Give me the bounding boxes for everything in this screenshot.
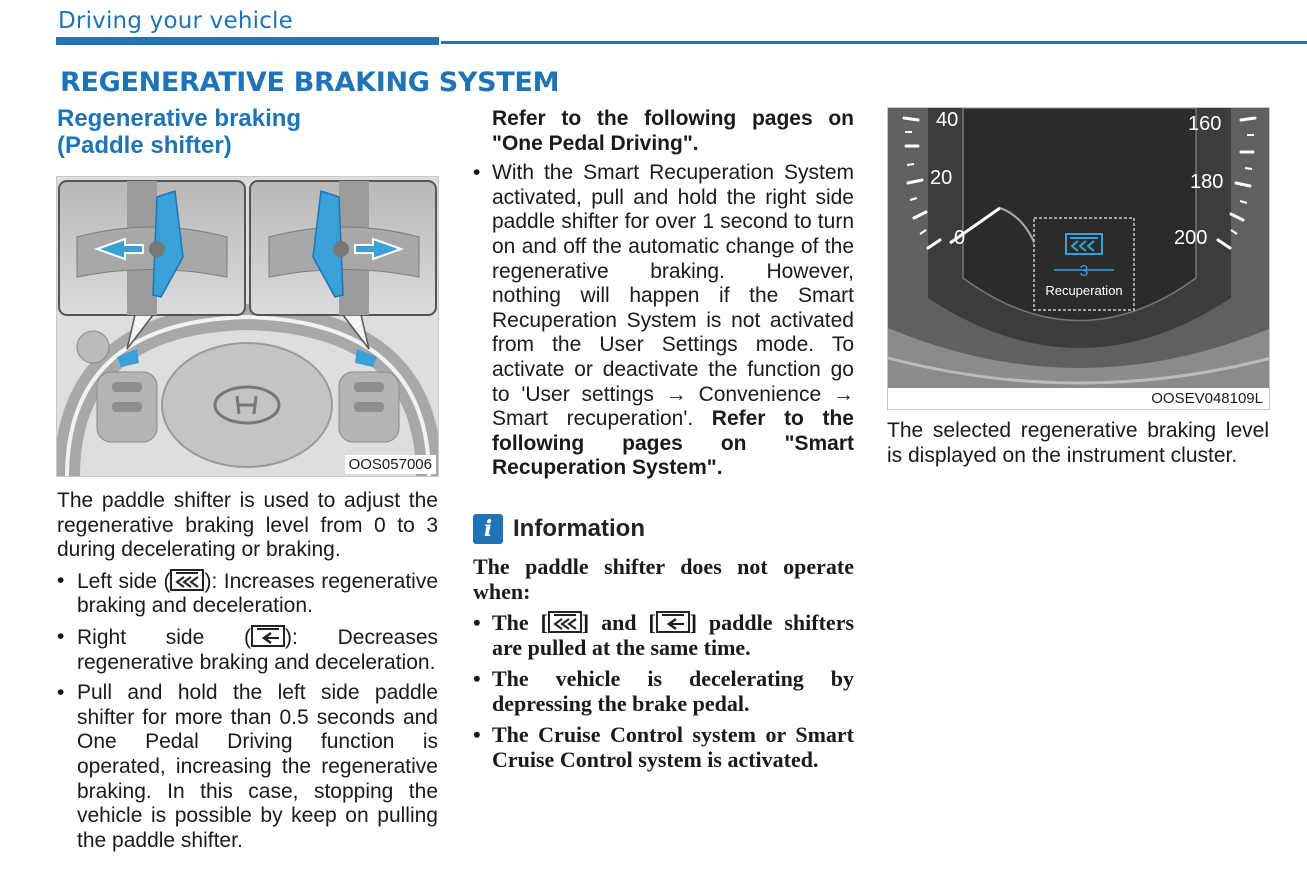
info-part2: ] and [ xyxy=(581,609,656,635)
figure-code: OOSEV048109L xyxy=(1147,389,1267,408)
bullet-dot-icon: • xyxy=(57,681,65,705)
list-item xyxy=(473,610,854,660)
info-part1: The [ xyxy=(492,609,548,635)
info-part3: ] paddle shifters are pulled at the same time. xyxy=(492,609,855,660)
subsection-title xyxy=(57,105,437,159)
regen-level: 3 xyxy=(1079,263,1089,280)
speed-label: 0 xyxy=(954,227,966,249)
chapter-header: Driving your vehicle xyxy=(58,8,293,34)
information-header xyxy=(473,514,854,544)
speed-label: 20 xyxy=(930,167,953,189)
bullet-dot-icon: • xyxy=(57,624,65,648)
increase-regen-icon xyxy=(170,569,204,591)
list-item xyxy=(57,569,438,619)
bullet-dot-icon: • xyxy=(473,161,481,185)
bullet-suffix: ): Increases regenerative braking and deceleration. xyxy=(77,569,438,618)
bullet-prefix: Left side ( xyxy=(77,569,171,593)
increase-regen-icon xyxy=(548,611,582,633)
decrease-regen-icon xyxy=(656,611,690,633)
list-item xyxy=(473,666,854,716)
list-item xyxy=(473,722,854,772)
info-bullet-text: The Cruise Control system or Smart Cruise Control system is activated. xyxy=(492,721,854,772)
left-column xyxy=(57,489,438,853)
bullet-dot-icon: • xyxy=(57,568,65,592)
speed-label: 160 xyxy=(1188,113,1222,135)
speed-label: 180 xyxy=(1190,171,1224,193)
refer-one-pedal: Refer to the following pages on "One Pedal Driving". xyxy=(492,107,854,155)
bullet-dot-icon: • xyxy=(473,609,481,635)
info-intro: The paddle shifter does not operate when: xyxy=(473,553,854,604)
speed-label: 40 xyxy=(936,109,959,131)
bullet-dot-icon: • xyxy=(473,665,481,691)
speed-label: 200 xyxy=(1174,227,1208,249)
information-title: Information xyxy=(513,514,645,542)
refer-smart-recuperation: Refer to the following pages on "Smart Recuperation System". xyxy=(492,407,854,480)
recuperation-label: Recuperation xyxy=(1045,283,1123,298)
header-rule-thick xyxy=(56,37,439,45)
bullet-suffix: ): Decreases regenerative braking and deceleration. xyxy=(77,625,438,674)
info-bullet-text: The vehicle is decelerating by depressing the brake pedal. xyxy=(492,665,854,716)
middle-column xyxy=(473,107,854,772)
section-title: REGENERATIVE BRAKING SYSTEM xyxy=(60,67,560,98)
smart-recuperation-text: With the Smart Recuperation System activated, pull and hold the right side paddle shifter for over 1 second to turn on and off the automatic change of the regenerative braking. However, nothing will happen if the Smart Recuperation System is not activated from the User Settings mode. To activate or deactivate the function go to 'User settings → Convenience → Smart recuperation'. xyxy=(492,161,854,431)
bullet-dot-icon: • xyxy=(473,721,481,747)
list-item xyxy=(57,625,438,675)
bullet-text: Pull and hold the left side paddle shifter for more than 0.5 seconds and One Pedal Driving function is operated, increasing the regenerative braking. In this case, stopping the vehicle is possible by keep on pulling the paddle shifter. xyxy=(77,681,438,852)
list-item xyxy=(57,681,438,853)
header-rule-thin xyxy=(441,41,1307,44)
cluster-caption: The selected regenerative braking level is displayed on the instrument cluster. xyxy=(887,419,1269,467)
steering-wheel-illustration xyxy=(57,177,439,477)
subsection-title-line2: (Paddle shifter) xyxy=(57,132,232,159)
figure-code: OOS057006 xyxy=(345,455,436,474)
subsection-title-line1: Regenerative braking xyxy=(57,105,302,132)
instrument-cluster-figure xyxy=(887,107,1270,410)
decrease-regen-icon xyxy=(251,625,285,647)
right-column xyxy=(887,419,1269,468)
steering-wheel-figure xyxy=(56,176,439,477)
intro-paragraph: The paddle shifter is used to adjust the regenerative braking level from 0 to 3 during decelerating or braking. xyxy=(57,489,438,562)
list-item xyxy=(473,161,854,481)
instrument-cluster-illustration xyxy=(888,108,1270,410)
bullet-prefix: Right side ( xyxy=(77,625,252,649)
info-icon: i xyxy=(473,514,503,544)
